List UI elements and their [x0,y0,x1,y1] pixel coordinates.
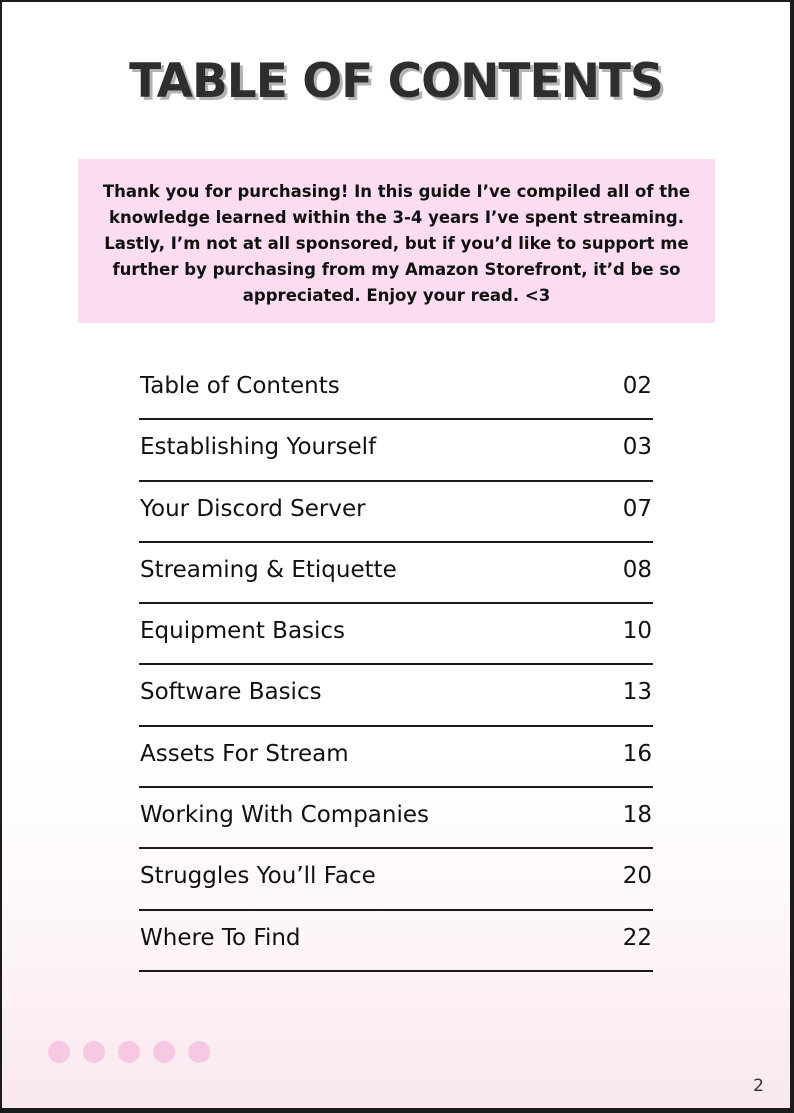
toc-page-number: 16 [622,740,652,767]
decorative-dots [48,1041,210,1063]
toc-page-number: 10 [622,618,652,645]
toc-page-number: 18 [622,802,652,829]
toc-page-number: 13 [622,679,652,706]
toc-label: Equipment Basics [140,618,346,645]
page-number: 2 [753,1076,764,1096]
intro-text: Thank you for purchasing! In this guide I’ve compiled all of the knowledge learned within the 3-4 years I’ve spent streaming. Lastly, I’m not at all sponsored, but if you’d like to support me further by purchasing from my Amazon Storefront, it’d be so appreciated. Enjoy your read. <3 [102,182,691,305]
toc-row[interactable] [139,604,653,665]
dot-icon [118,1041,140,1063]
toc-label: Assets For Stream [140,740,349,767]
dot-icon [48,1041,70,1063]
toc-row[interactable] [139,849,653,910]
toc-list [139,359,653,972]
toc-page-number: 08 [622,556,652,583]
toc-row[interactable] [139,911,653,972]
dot-icon [83,1041,105,1063]
toc-page-number: 02 [622,373,652,399]
toc-row[interactable] [139,543,653,604]
toc-label: Struggles You’ll Face [140,863,376,890]
toc-label: Your Discord Server [140,495,366,522]
page-title: TABLE OF CONTENTS [129,54,663,109]
toc-label: Working With Companies [140,802,429,829]
toc-label: Streaming & Etiquette [140,556,397,583]
toc-page-number: 03 [622,434,652,461]
toc-row[interactable] [139,359,653,420]
dot-icon [188,1041,210,1063]
toc-label: Software Basics [140,679,322,706]
toc-page-number: 22 [622,924,652,951]
toc-row[interactable] [139,482,653,543]
toc-row[interactable] [139,420,653,481]
toc-page-number: 07 [622,495,652,522]
document-page [2,2,790,1108]
toc-page-number: 20 [622,863,652,890]
toc-label: Table of Contents [140,373,340,399]
toc-row[interactable] [139,788,653,849]
intro-box [78,159,715,323]
dot-icon [153,1041,175,1063]
toc-row[interactable] [139,727,653,788]
toc-label: Establishing Yourself [140,434,377,461]
toc-row[interactable] [139,665,653,726]
toc-label: Where To Find [140,924,301,951]
